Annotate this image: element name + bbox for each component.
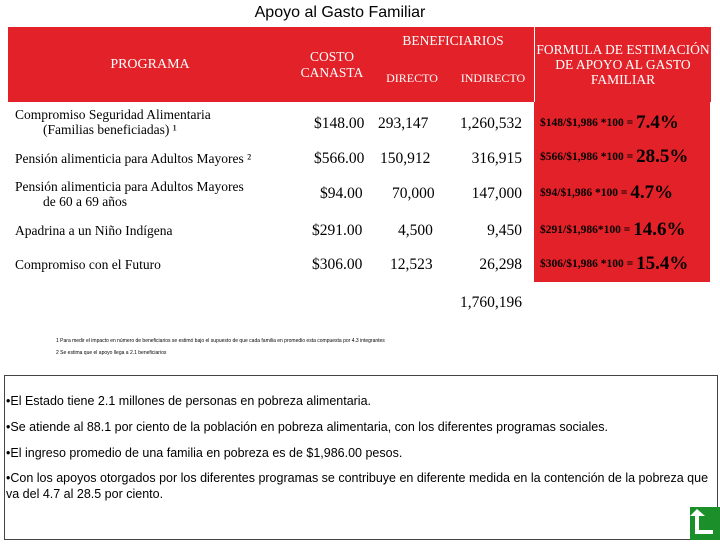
header-programa: PROGRAMA <box>110 56 190 72</box>
table-header <box>8 27 534 102</box>
row-2-formula: $566/$1,986 *100 = 28.5% <box>540 146 689 167</box>
bullet-2: •Se atiende al 88.1 por ciento de la población en pobreza alimentaria, con los diferentes programas sociales. <box>6 420 608 434</box>
row-4-programa: Apadrina a un Niño Indígena <box>15 223 173 238</box>
header-formula: FORMULA DE ESTIMACIÓN DE APOYO AL GASTO FAMILIAR <box>534 27 711 102</box>
row-3-indirecto: 147,000 <box>471 185 522 202</box>
row-3-programa: Pensión alimenticia para Adultos Mayores de 60 a 69 años <box>15 179 244 209</box>
return-arrow-icon <box>690 507 720 540</box>
row-2-costo: $566.00 <box>314 150 365 167</box>
row-4-costo: $291.00 <box>312 222 363 239</box>
row-1-indirecto: 1,260,532 <box>460 115 522 132</box>
footnote-1: 1 Para medir el impacto en número de beneficiarios se estimó bajo el supuesto de que cada familia en promedio esta compuesta por 4.3 integrantes <box>56 338 385 344</box>
row-4-indirecto: 9,450 <box>487 222 522 239</box>
row-1-directo: 293,147 <box>378 115 429 132</box>
row-5-costo: $306.00 <box>312 256 363 273</box>
row-4-formula: $291/$1,986*100 = 14.6% <box>540 219 686 240</box>
row-5-programa: Compromiso con el Futuro <box>15 257 161 272</box>
page-title: Apoyo al Gasto Familiar <box>254 4 426 21</box>
return-button[interactable] <box>690 507 720 540</box>
header-costo: COSTO CANASTA <box>300 48 364 80</box>
row-2-programa: Pensión alimenticia para Adultos Mayores ² <box>15 151 252 166</box>
bullet-4: •Con los apoyos otorgados por los diferentes programas se contribuye en diferente medida en la contención de la pobreza que va del 4.7 al 28.5 por ciento. <box>6 471 709 501</box>
row-3-costo: $94.00 <box>320 185 363 202</box>
row-5-indirecto: 26,298 <box>479 256 522 273</box>
row-5-directo: 12,523 <box>390 256 433 273</box>
header-directo: DIRECTO <box>386 71 438 85</box>
row-1-programa: Compromiso Seguridad Alimentaria (Familias beneficiadas) ¹ <box>15 107 211 137</box>
row-3-directo: 70,000 <box>392 185 435 202</box>
header-indirecto: INDIRECTO <box>460 71 526 85</box>
footnote-2: 2 Se estima que el apoyo llega a 2.1 beneficiarios <box>56 350 167 356</box>
row-5-formula: $306/$1,986 *100 = 15.4% <box>540 253 689 274</box>
row-2-indirecto: 316,915 <box>471 150 522 167</box>
row-2-directo: 150,912 <box>380 150 431 167</box>
header-beneficiarios: BENEFICIARIOS <box>402 33 504 48</box>
row-4-directo: 4,500 <box>398 222 433 239</box>
row-3-formula: $94/$1,986 *100 = 4.7% <box>540 182 674 203</box>
row-1-formula: $148/$1,986 *100 = 7.4% <box>540 112 679 133</box>
row-1-costo: $148.00 <box>314 115 365 132</box>
bullet-3: •El ingreso promedio de una familia en pobreza es de $1,986.00 pesos. <box>6 446 403 460</box>
total-indirecto: 1,760,196 <box>460 294 522 311</box>
bullet-1: •El Estado tiene 2.1 millones de personas en pobreza alimentaria. <box>6 394 372 408</box>
